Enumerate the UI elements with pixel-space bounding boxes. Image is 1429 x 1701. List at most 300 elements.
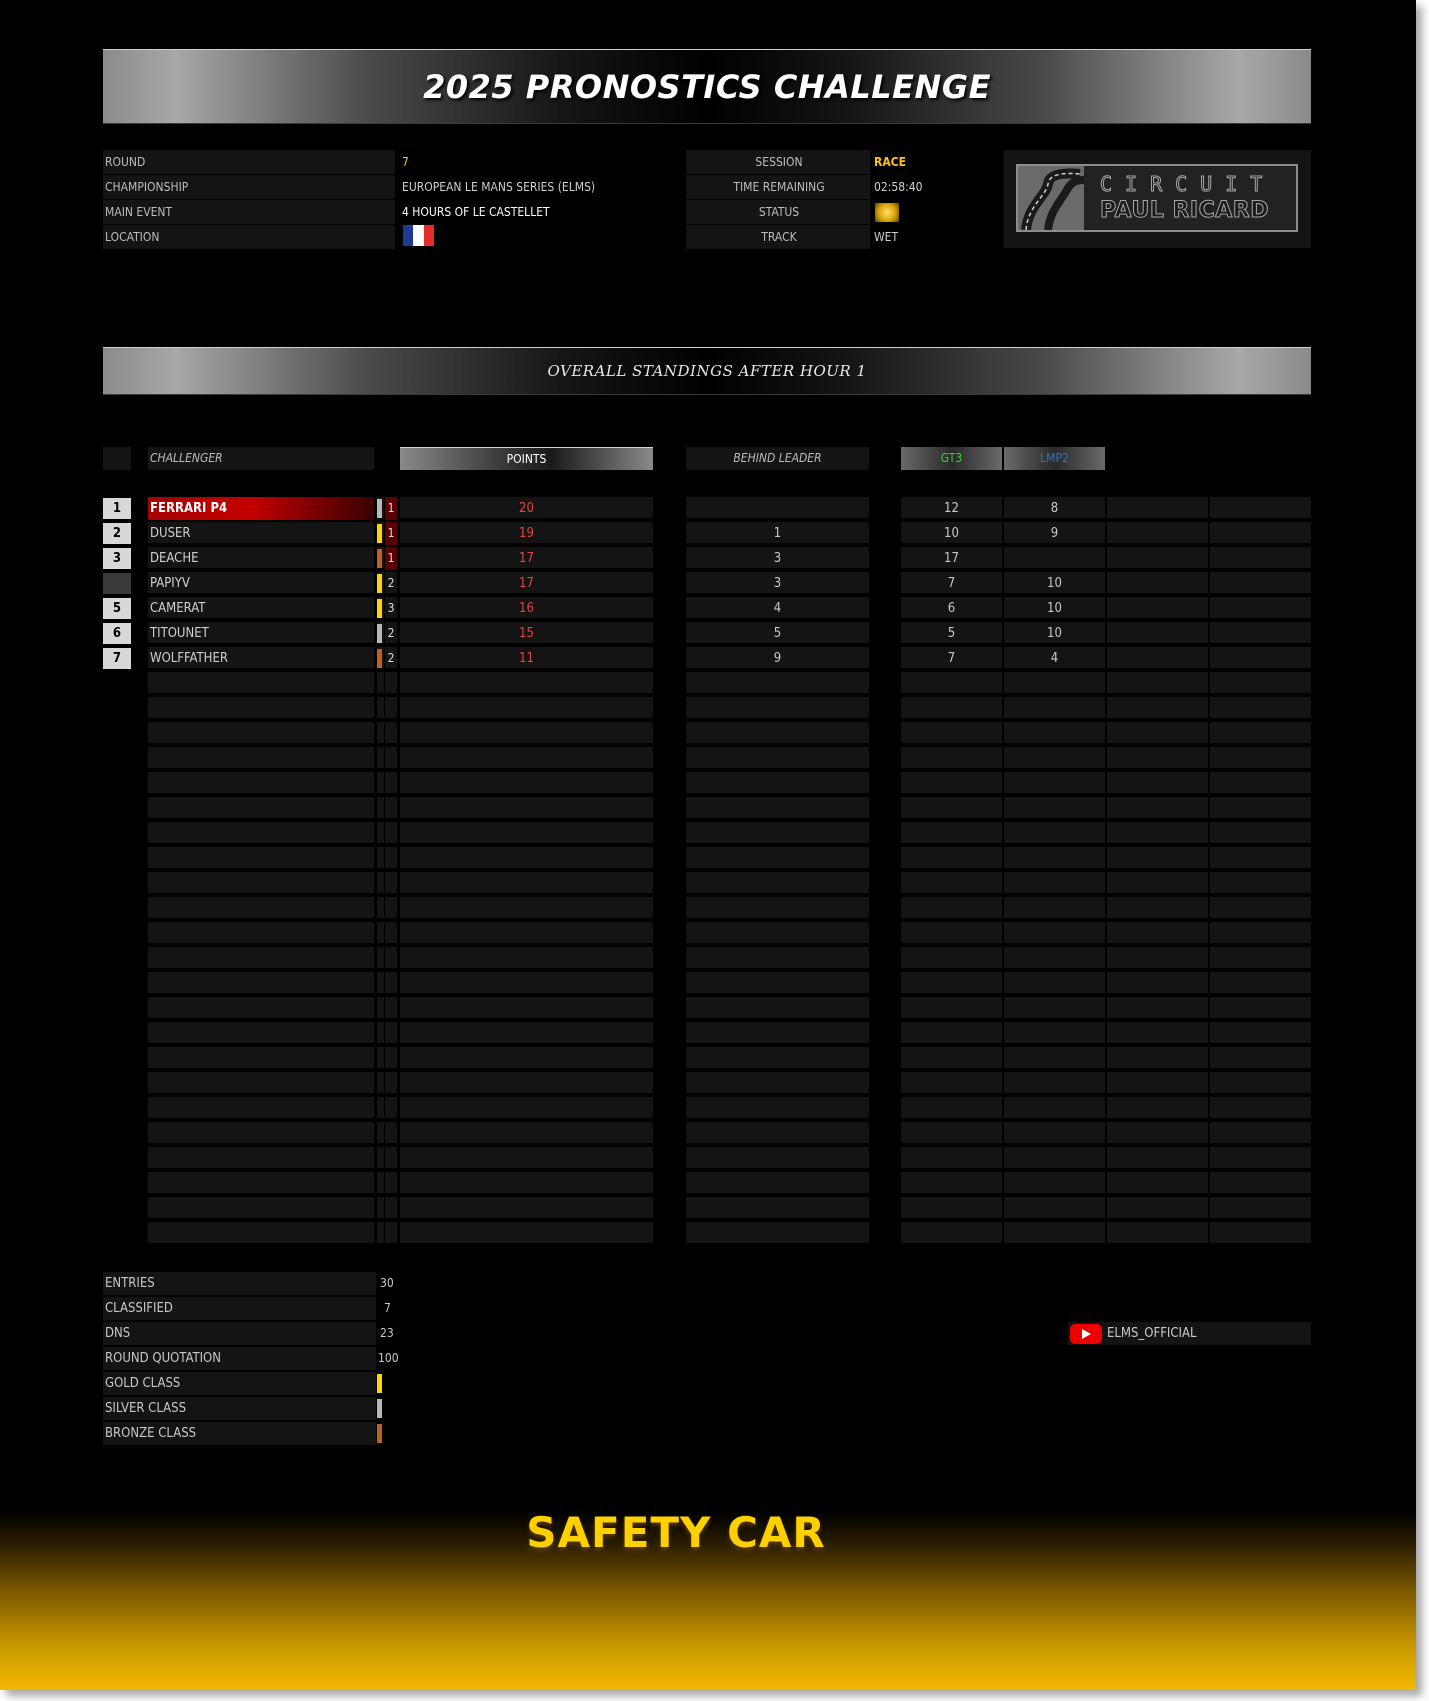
table-cell-bg — [377, 697, 384, 720]
gt3-points-value: 7 — [947, 651, 956, 666]
table-cell-bg — [1210, 522, 1311, 545]
table-cell-bg — [1210, 697, 1311, 720]
table-cell-bg — [686, 1197, 869, 1220]
table-cell-bg — [148, 822, 374, 845]
lmp2-points-value: 8 — [1050, 501, 1059, 516]
table-cell-bg — [1004, 772, 1105, 795]
youtube-icon — [1070, 1324, 1102, 1344]
table-cell-bg — [686, 822, 869, 845]
table-cell-bg — [1210, 847, 1311, 870]
table-cell-bg — [1004, 822, 1105, 845]
challenger-name: DEACHE — [150, 551, 199, 566]
table-cell-bg — [1107, 822, 1208, 845]
table-cell-bg — [385, 797, 397, 820]
table-cell-bg — [1107, 797, 1208, 820]
table-cell-bg — [1004, 897, 1105, 920]
points-value: 17 — [519, 576, 534, 591]
championship-label: CHAMPIONSHIP — [103, 175, 395, 199]
table-cell-bg — [148, 772, 374, 795]
table-cell-bg — [400, 872, 653, 895]
table-cell-bg — [686, 1222, 869, 1245]
behind-leader-value: 4 — [773, 601, 782, 616]
championship-value: EUROPEAN LE MANS SERIES (ELMS) — [402, 180, 596, 194]
table-cell-bg — [1107, 1172, 1208, 1195]
table-cell-bg — [385, 1122, 397, 1145]
rank-badge — [103, 573, 131, 594]
table-cell-bg — [1107, 622, 1208, 645]
table-cell-bg — [400, 822, 653, 845]
table-cell-bg — [148, 1147, 374, 1170]
lmp2-points-value: 9 — [1050, 526, 1059, 541]
table-cell-bg — [1107, 897, 1208, 920]
gt3-points-value: 7 — [947, 576, 956, 591]
table-cell-bg — [1004, 1147, 1105, 1170]
table-cell-bg — [901, 1172, 1002, 1195]
table-cell-bg — [385, 747, 397, 770]
table-cell-bg — [901, 1147, 1002, 1170]
table-cell-bg — [1107, 847, 1208, 870]
table-cell-bg — [385, 1097, 397, 1120]
time-remaining-value: 02:58:40 — [874, 180, 923, 194]
table-cell-bg — [400, 897, 653, 920]
table-cell-bg — [1210, 797, 1311, 820]
table-cell-bg — [1107, 522, 1208, 545]
table-cell-bg — [148, 1222, 374, 1245]
table-cell-bg — [1004, 747, 1105, 770]
table-cell-bg — [377, 747, 384, 770]
table-cell-bg — [686, 1172, 869, 1195]
table-cell-bg — [686, 972, 869, 995]
class-swatch — [377, 624, 382, 643]
table-cell-bg — [400, 947, 653, 970]
table-cell-bg — [901, 722, 1002, 745]
table-cell-bg — [1107, 922, 1208, 945]
behind-leader-value: 3 — [773, 576, 782, 591]
table-cell-bg — [1210, 497, 1311, 520]
table-cell-bg — [377, 772, 384, 795]
table-cell-bg — [1210, 547, 1311, 570]
table-cell-bg — [1210, 997, 1311, 1020]
table-cell-bg — [686, 847, 869, 870]
table-cell-bg — [1004, 797, 1105, 820]
points-value: 11 — [519, 651, 534, 666]
table-cell-bg — [377, 722, 384, 745]
gt3-points-value: 12 — [944, 501, 959, 516]
table-cell-bg — [1107, 1047, 1208, 1070]
lmp2-points-value: 10 — [1047, 626, 1062, 641]
table-cell-bg — [1004, 1072, 1105, 1095]
table-cell-bg — [1210, 1072, 1311, 1095]
table-cell-bg — [377, 672, 384, 695]
round-value: 7 — [402, 155, 409, 169]
challenger-name: DUSER — [150, 526, 191, 541]
table-cell-bg — [1210, 872, 1311, 895]
time-remaining-label: TIME REMAINING — [686, 175, 870, 199]
table-cell-bg — [1107, 697, 1208, 720]
table-cell-bg — [1004, 1172, 1105, 1195]
table-cell-bg — [385, 897, 397, 920]
table-cell-bg — [1210, 572, 1311, 595]
table-cell-bg — [686, 997, 869, 1020]
table-cell-bg — [901, 1097, 1002, 1120]
silver-class-swatch — [377, 1399, 382, 1418]
table-cell-bg — [1210, 1147, 1311, 1170]
table-cell-bg — [377, 1072, 384, 1095]
table-cell-bg — [1210, 672, 1311, 695]
table-cell-bg — [377, 922, 384, 945]
table-cell-bg — [400, 747, 653, 770]
table-cell-bg — [385, 697, 397, 720]
rank-header — [103, 447, 131, 470]
table-cell-bg — [400, 1197, 653, 1220]
points-value: 19 — [519, 526, 534, 541]
table-cell-bg — [686, 872, 869, 895]
points-value: 20 — [519, 501, 534, 516]
table-cell-bg — [148, 722, 374, 745]
table-cell-bg — [1210, 622, 1311, 645]
page-title: 2025 PRONOSTICS CHALLENGE — [423, 67, 991, 106]
table-cell-bg — [901, 772, 1002, 795]
track-label: TRACK — [686, 225, 870, 249]
table-cell-bg — [400, 722, 653, 745]
lmp2-points-value: 10 — [1047, 601, 1062, 616]
track-value: WET — [874, 230, 899, 244]
session-label: SESSION — [686, 150, 870, 174]
table-cell-bg — [385, 1172, 397, 1195]
track-road-icon — [1018, 166, 1084, 230]
gt3-points-value: 5 — [947, 626, 956, 641]
table-cell-bg — [377, 997, 384, 1020]
table-cell-bg — [1107, 947, 1208, 970]
logo-line1: CIRCUIT — [1100, 172, 1276, 196]
table-cell-bg — [377, 1022, 384, 1045]
table-cell-bg — [377, 1147, 384, 1170]
table-cell-bg — [686, 747, 869, 770]
class-rank: 1 — [385, 522, 397, 545]
table-cell-bg — [377, 1122, 384, 1145]
table-cell-bg — [385, 1072, 397, 1095]
table-cell-bg — [1107, 547, 1208, 570]
table-cell-bg — [1210, 947, 1311, 970]
table-cell-bg — [377, 1197, 384, 1220]
rank-badge: 5 — [103, 598, 131, 619]
challenger-header: CHALLENGER — [148, 447, 374, 470]
behind-leader-value: 5 — [773, 626, 782, 641]
bronze-class-label: BRONZE CLASS — [103, 1422, 376, 1445]
challenger-name: FERRARI P4 — [148, 497, 374, 520]
table-cell-bg — [1107, 972, 1208, 995]
gold-class-label: GOLD CLASS — [103, 1372, 376, 1395]
table-cell-bg — [1107, 597, 1208, 620]
table-cell-bg — [148, 697, 374, 720]
classified-label: CLASSIFIED — [103, 1297, 376, 1320]
table-cell-bg — [148, 797, 374, 820]
table-cell-bg — [1107, 1122, 1208, 1145]
main-event-value: 4 HOURS OF LE CASTELLET — [402, 205, 550, 219]
class-rank: 2 — [387, 576, 395, 590]
table-cell-bg — [901, 822, 1002, 845]
rank-badge: 2 — [103, 523, 131, 544]
table-cell-bg — [1107, 647, 1208, 670]
standings-banner — [103, 347, 1311, 395]
table-cell-bg — [400, 997, 653, 1020]
table-cell-bg — [385, 1047, 397, 1070]
table-cell-bg — [1107, 1097, 1208, 1120]
table-cell-bg — [686, 1047, 869, 1070]
table-cell-bg — [400, 1222, 653, 1245]
table-cell-bg — [1107, 1072, 1208, 1095]
table-cell-bg — [400, 1147, 653, 1170]
table-cell-bg — [901, 897, 1002, 920]
table-cell-bg — [1004, 997, 1105, 1020]
table-cell-bg — [901, 1222, 1002, 1245]
table-cell-bg — [377, 872, 384, 895]
challenger-name: TITOUNET — [150, 626, 209, 641]
table-cell-bg — [1004, 922, 1105, 945]
class-swatch — [377, 649, 382, 668]
table-cell-bg — [686, 1022, 869, 1045]
table-cell-bg — [686, 1147, 869, 1170]
table-cell-bg — [400, 1022, 653, 1045]
table-cell-bg — [901, 972, 1002, 995]
behind-leader-header: BEHIND LEADER — [686, 447, 869, 470]
table-cell-bg — [1107, 572, 1208, 595]
table-cell-bg — [148, 997, 374, 1020]
table-cell-bg — [1004, 1097, 1105, 1120]
class-rank: 2 — [387, 651, 395, 665]
rank-badge: 7 — [103, 648, 131, 669]
gold-class-swatch — [377, 1374, 382, 1393]
table-cell-bg — [686, 772, 869, 795]
silver-class-label: SILVER CLASS — [103, 1397, 376, 1420]
table-cell-bg — [686, 697, 869, 720]
table-cell-bg — [377, 972, 384, 995]
rank-badge: 3 — [103, 548, 131, 569]
gt3-points-value: 10 — [944, 526, 959, 541]
table-cell-bg — [385, 722, 397, 745]
table-cell-bg — [1107, 872, 1208, 895]
table-cell-bg — [1210, 597, 1311, 620]
table-cell-bg — [1107, 497, 1208, 520]
table-cell-bg — [1210, 1022, 1311, 1045]
table-cell-bg — [1004, 722, 1105, 745]
table-cell-bg — [400, 1097, 653, 1120]
table-cell-bg — [400, 1072, 653, 1095]
points-header: POINTS — [400, 447, 653, 470]
table-cell-bg — [400, 797, 653, 820]
table-cell-bg — [901, 1072, 1002, 1095]
table-cell-bg — [686, 722, 869, 745]
points-value: 16 — [519, 601, 534, 616]
table-cell-bg — [377, 897, 384, 920]
table-cell-bg — [400, 847, 653, 870]
table-cell-bg — [1210, 772, 1311, 795]
table-cell-bg — [148, 1022, 374, 1045]
dns-value: 23 — [380, 1326, 394, 1340]
table-cell-bg — [686, 1072, 869, 1095]
table-cell-bg — [901, 1047, 1002, 1070]
table-cell-bg — [901, 747, 1002, 770]
gt3-points-value: 17 — [944, 551, 959, 566]
table-cell-bg — [1004, 947, 1105, 970]
table-cell-bg — [901, 672, 1002, 695]
class-swatch — [377, 499, 382, 518]
table-cell-bg — [400, 1122, 653, 1145]
table-cell-bg — [1107, 772, 1208, 795]
title-banner — [103, 49, 1311, 124]
table-cell-bg — [1107, 672, 1208, 695]
table-cell-bg — [385, 1022, 397, 1045]
table-cell-bg — [377, 822, 384, 845]
behind-leader-value — [686, 497, 869, 520]
table-cell-bg — [901, 922, 1002, 945]
table-cell-bg — [1210, 822, 1311, 845]
challenger-name: WOLFFATHER — [150, 651, 228, 666]
table-cell-bg — [148, 1097, 374, 1120]
table-cell-bg — [686, 1097, 869, 1120]
table-cell-bg — [1210, 1047, 1311, 1070]
table-cell-bg — [148, 897, 374, 920]
table-cell-bg — [377, 947, 384, 970]
table-cell-bg — [1004, 672, 1105, 695]
round-label: ROUND — [103, 150, 395, 174]
table-cell-bg — [385, 672, 397, 695]
table-cell-bg — [148, 1072, 374, 1095]
table-cell-bg — [1004, 972, 1105, 995]
rank-badge: 6 — [103, 623, 131, 644]
france-flag-icon — [403, 225, 434, 246]
table-cell-bg — [148, 922, 374, 945]
table-cell-bg — [400, 672, 653, 695]
table-cell-bg — [686, 672, 869, 695]
table-cell-bg — [1107, 1222, 1208, 1245]
yellow-flag-icon — [875, 203, 899, 222]
table-cell-bg — [377, 1172, 384, 1195]
table-cell-bg — [901, 1022, 1002, 1045]
table-cell-bg — [148, 1122, 374, 1145]
lmp2-points-value — [1004, 547, 1105, 570]
table-cell-bg — [901, 1122, 1002, 1145]
circuit-logo-frame — [1016, 164, 1298, 232]
table-cell-bg — [1004, 697, 1105, 720]
rank-badge: 1 — [103, 498, 131, 519]
circuit-logo — [1004, 150, 1311, 248]
class-rank: 2 — [387, 626, 395, 640]
table-cell-bg — [901, 872, 1002, 895]
table-cell-bg — [385, 972, 397, 995]
class-rank: 1 — [385, 497, 397, 520]
table-cell-bg — [385, 997, 397, 1020]
table-cell-bg — [400, 772, 653, 795]
table-cell-bg — [1210, 1172, 1311, 1195]
class-rank: 3 — [387, 601, 395, 615]
status-label: STATUS — [686, 200, 870, 224]
table-cell-bg — [1004, 1222, 1105, 1245]
table-cell-bg — [1210, 1222, 1311, 1245]
table-cell-bg — [1004, 1122, 1105, 1145]
table-cell-bg — [901, 697, 1002, 720]
table-cell-bg — [1004, 1047, 1105, 1070]
table-cell-bg — [148, 1047, 374, 1070]
table-cell-bg — [148, 1197, 374, 1220]
table-cell-bg — [400, 1172, 653, 1195]
behind-leader-value: 9 — [773, 651, 782, 666]
table-cell-bg — [1107, 997, 1208, 1020]
table-cell-bg — [1004, 847, 1105, 870]
table-cell-bg — [400, 1047, 653, 1070]
table-cell-bg — [148, 747, 374, 770]
table-cell-bg — [377, 1097, 384, 1120]
table-cell-bg — [1210, 1197, 1311, 1220]
table-cell-bg — [686, 1122, 869, 1145]
table-cell-bg — [385, 922, 397, 945]
table-cell-bg — [901, 847, 1002, 870]
table-cell-bg — [400, 972, 653, 995]
round-quotation-value: 100 — [378, 1351, 399, 1365]
gt3-header: GT3 — [901, 447, 1002, 470]
table-cell-bg — [400, 922, 653, 945]
points-value: 15 — [519, 626, 534, 641]
table-cell-bg — [377, 1222, 384, 1245]
table-cell-bg — [686, 897, 869, 920]
main-event-label: MAIN EVENT — [103, 200, 395, 224]
social-link[interactable] — [1068, 1322, 1311, 1345]
table-cell-bg — [385, 1147, 397, 1170]
challenger-name: CAMERAT — [150, 601, 206, 616]
class-swatch — [377, 599, 382, 618]
table-cell-bg — [1107, 1022, 1208, 1045]
lmp2-points-value: 10 — [1047, 576, 1062, 591]
table-cell-bg — [148, 1172, 374, 1195]
social-handle: ELMS_OFFICIAL — [1107, 1326, 1197, 1341]
table-cell-bg — [385, 947, 397, 970]
table-cell-bg — [1210, 722, 1311, 745]
table-cell-bg — [385, 822, 397, 845]
table-cell-bg — [1210, 922, 1311, 945]
table-cell-bg — [686, 797, 869, 820]
table-cell-bg — [686, 922, 869, 945]
behind-leader-value: 3 — [773, 551, 782, 566]
lmp2-points-value: 4 — [1050, 651, 1059, 666]
table-cell-bg — [148, 947, 374, 970]
table-cell-bg — [686, 947, 869, 970]
session-value: RACE — [874, 155, 906, 169]
class-swatch — [377, 549, 382, 568]
round-quotation-label: ROUND QUOTATION — [103, 1347, 376, 1370]
table-cell-bg — [1210, 1122, 1311, 1145]
table-cell-bg — [377, 1047, 384, 1070]
gt3-points-value: 6 — [947, 601, 956, 616]
class-swatch — [377, 574, 382, 593]
table-cell-bg — [901, 797, 1002, 820]
table-cell-bg — [385, 772, 397, 795]
table-cell-bg — [148, 972, 374, 995]
table-cell-bg — [1210, 1097, 1311, 1120]
lmp2-header: LMP2 — [1004, 447, 1105, 470]
table-cell-bg — [377, 797, 384, 820]
entries-label: ENTRIES — [103, 1272, 376, 1295]
table-cell-bg — [1107, 747, 1208, 770]
table-cell-bg — [1004, 872, 1105, 895]
table-cell-bg — [1004, 1197, 1105, 1220]
table-cell-bg — [1210, 647, 1311, 670]
table-cell-bg — [385, 847, 397, 870]
table-cell-bg — [1107, 1147, 1208, 1170]
table-cell-bg — [901, 1197, 1002, 1220]
points-value: 17 — [519, 551, 534, 566]
table-cell-bg — [1004, 1022, 1105, 1045]
table-cell-bg — [385, 872, 397, 895]
